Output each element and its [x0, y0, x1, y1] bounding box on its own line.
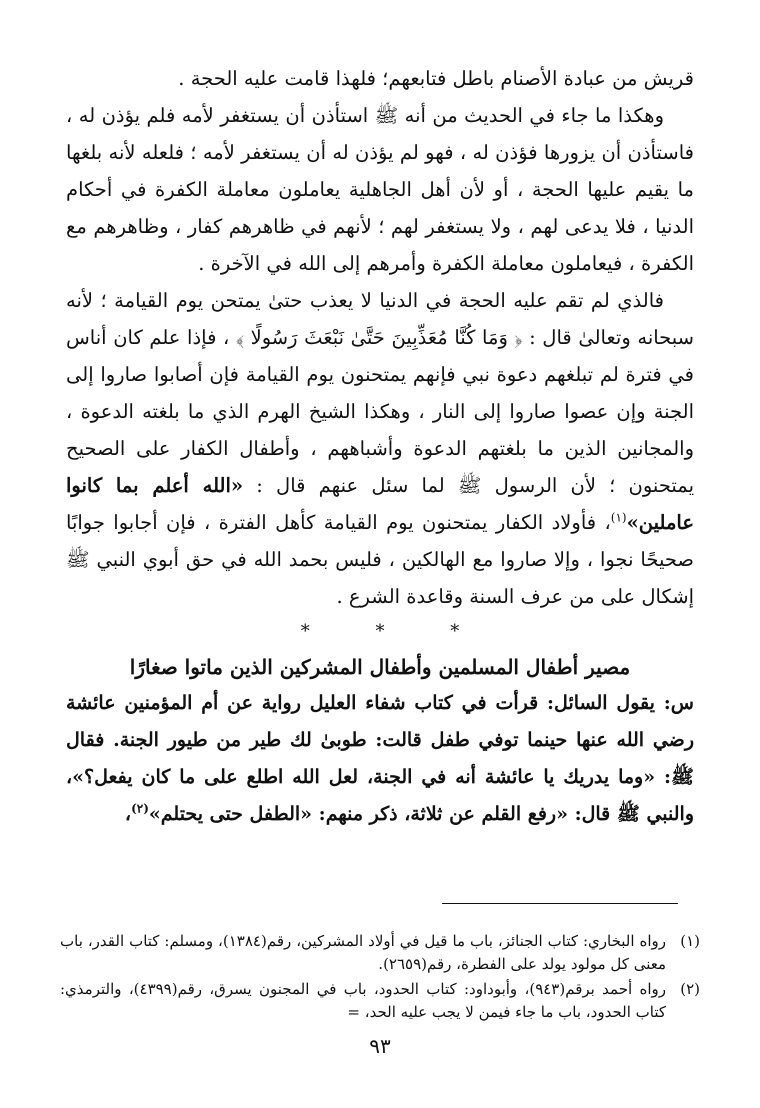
- star-3: *: [450, 621, 460, 642]
- question-paragraph: [66, 685, 694, 833]
- paragraph-3: [66, 282, 694, 615]
- footnote-1-text: رواه البخاري: كتاب الجنائز، باب ما قيل في أولاد المشركين، رقم(١٣٨٤)، ومسلم: كتاب القدر، باب معنى كل مولود يولد على الفطرة، رقم(٢٦٥٩).: [60, 932, 667, 973]
- footnote-ref-1[interactable]: (١): [610, 510, 627, 525]
- hadith-quote: «الله أعلم بما كانوا عاملين»: [66, 474, 694, 534]
- section-separator: [66, 615, 694, 649]
- paragraph-3-text: فالذي لم تقم عليه الحجة في الدنيا لا يعذب حتىٰ يمتحن يوم القيامة ؛ لأنه سبحانه وتعالىٰ قال : ﴿ وَمَا كُنَّا مُعَذِّبِينَ حَتَّىٰ نَبْعَثَ رَسُولًا ﴾ ، فإذا علم كان أناس في فترة لم تبلغهم دعوة نبي فإنهم يمتحنون يوم القيامة فإن أصابوا صاروا إلى الجنة وإن عصوا صاروا إلى النار ، وهكذا الشيخ الهرم الذي ما بلغته الدعوة ، والمجانين الذين ما بلغتهم الدعوة وأشباههم ، وأطفال الكفار على الصحيح يمتحنون ؛ لأن الرسول ﷺ لما سئل عنهم قال :: [66, 289, 694, 497]
- footnotes: [60, 930, 700, 1026]
- footnote-1-number: (١): [680, 932, 700, 950]
- footnote-2-number: (٢): [680, 980, 700, 998]
- paragraph-3-end: ، فأولاد الكفار يمتحنون يوم القيامة كأهل الفترة ، فإن أجابوا جوابًا صحيحًا نجوا ، وإلا صاروا مع الهالكين ، فليس بحمد الله في حق أبوي النبي ﷺ إشكال على من عرف السنة وقاعدة الشرع .: [66, 511, 694, 608]
- page-number: ٩٣: [369, 1034, 391, 1058]
- page-body: [66, 60, 694, 833]
- section-heading: مصير أطفال المسلمين وأطفال المشركين الذين ماتوا صغارًا: [129, 655, 631, 679]
- paragraph-1: قريش من عبادة الأصنام باطل فتابعهم؛ فلهذا قامت عليه الحجة .: [178, 67, 694, 90]
- footnote-ref-2[interactable]: (٢): [131, 801, 149, 816]
- footnote-1: [60, 930, 700, 976]
- paragraph-2: وهكذا ما جاء في الحديث من أنه ﷺ استأذن أن يستغفر لأمه فلم يؤذن له ، فاستأذن أن يزورها فؤذن له ، فهو لم يؤذن له أن يستغفر لأمه ؛ فلعله لأنه بلغها ما يقيم عليها الحجة ، أو لأن أهل الجاهلية يعاملون معاملة الكفرة في أحكام الدنيا ، فلا يدعى لهم ، ولا يستغفر لهم ؛ لأنهم في ظاهرهم كفار ، وظاهرهم مع الكفرة ، فيعاملون معاملة الكفرة وأمرهم إلى الله في الآخرة .: [66, 104, 694, 275]
- footnote-2: [60, 978, 700, 1024]
- question-end: ،: [124, 803, 132, 825]
- footnote-2-text: رواه أحمد برقم(٩٤٣)، وأبوداود: كتاب الحدود، باب في المجنون يسرق، رقم(٤٣٩٩)، والترمذي: كتاب الحدود، باب ما جاء فيمن لا يجب عليه الحد، =: [60, 980, 666, 1021]
- star-1: *: [300, 621, 310, 642]
- star-2: *: [375, 621, 385, 642]
- question-text: س: يقول السائل: قرأت في كتاب شفاء العليل رواية عن أم المؤمنين عائشة رضي الله عنها حينما توفي طفل قالت: طوبىٰ لك طير من طيور الجنة. فقال ﷺ: «وما يدريك يا عائشة أنه في الجنة، لعل الله اطلع على ما كان يفعل؟»، والنبي ﷺ قال: «رفع القلم عن ثلاثة، ذكر منهم: «الطفل حتى يحتلم»: [66, 692, 694, 825]
- footnote-divider: [442, 903, 678, 904]
